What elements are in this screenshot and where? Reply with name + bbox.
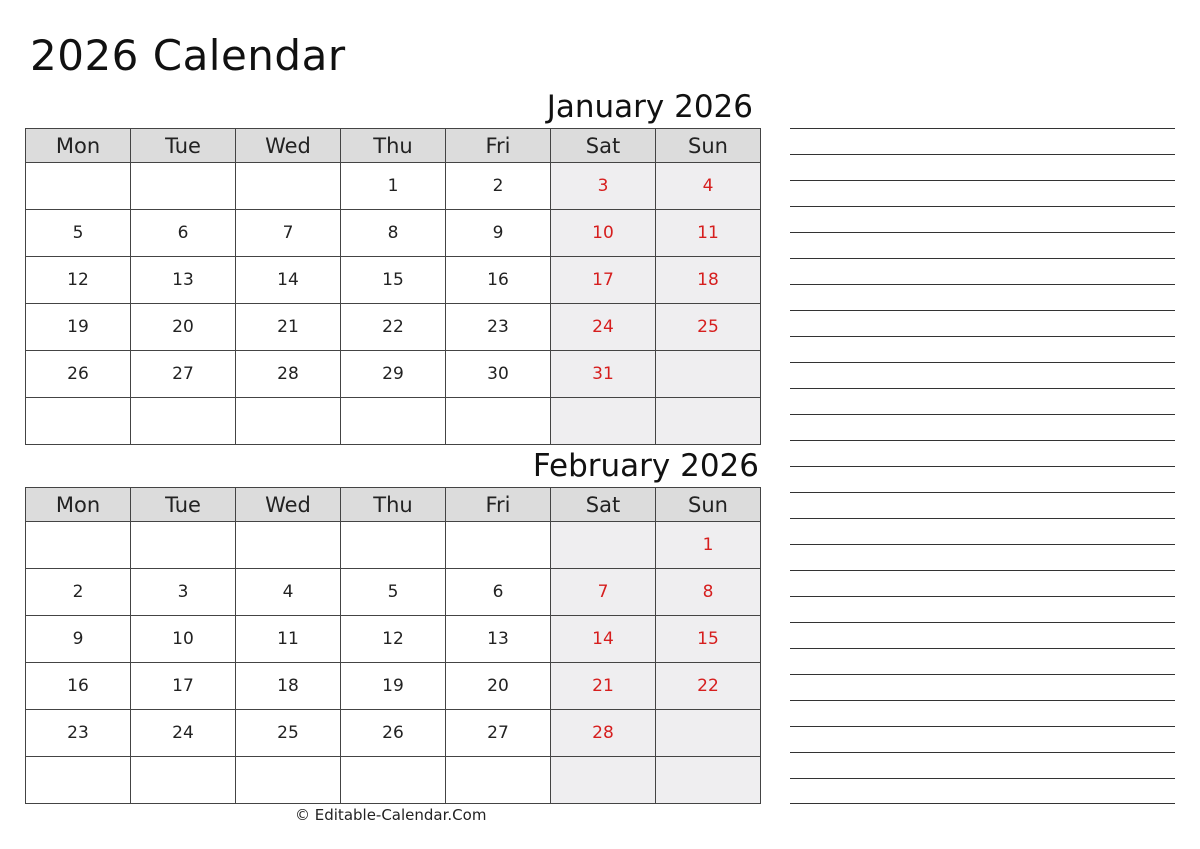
month-title: January 2026 [546,89,753,125]
day-cell: 3 [131,569,236,616]
note-line [790,648,1175,674]
day-cell: 7 [236,210,341,257]
day-cell [236,398,341,445]
note-line [790,206,1175,232]
weekday-header: Sat [551,129,656,163]
day-cell: 12 [26,257,131,304]
day-cell: 9 [26,616,131,663]
weekend-day-cell [551,522,656,569]
day-cell: 11 [236,616,341,663]
weekend-day-cell: 3 [551,163,656,210]
day-cell [341,522,446,569]
week-row [26,710,761,757]
weekend-day-cell [551,398,656,445]
day-cell: 13 [446,616,551,663]
day-cell: 16 [446,257,551,304]
note-line [790,284,1175,310]
day-cell: 18 [236,663,341,710]
weekday-header-row [26,488,761,522]
note-line [790,388,1175,414]
note-line [790,726,1175,752]
note-line [790,180,1175,206]
day-cell: 28 [236,351,341,398]
copyright-text: © Editable-Calendar.Com [295,806,487,824]
page-title: 2026 Calendar [30,31,346,80]
weekend-day-cell [656,351,761,398]
day-cell [26,163,131,210]
day-cell: 9 [446,210,551,257]
week-row [26,522,761,569]
weekend-day-cell: 28 [551,710,656,757]
week-row [26,616,761,663]
weekend-day-cell: 17 [551,257,656,304]
day-cell: 5 [341,569,446,616]
note-line [790,622,1175,648]
note-line [790,232,1175,258]
week-row [26,163,761,210]
note-line [790,674,1175,700]
calendar-body [26,522,761,804]
day-cell [446,522,551,569]
weekend-day-cell: 1 [656,522,761,569]
day-cell: 27 [446,710,551,757]
week-row [26,304,761,351]
weekend-day-cell: 10 [551,210,656,257]
day-cell [446,757,551,804]
day-cell: 30 [446,351,551,398]
day-cell: 17 [131,663,236,710]
day-cell: 19 [341,663,446,710]
day-cell: 23 [26,710,131,757]
note-line [790,154,1175,180]
weekend-day-cell [656,710,761,757]
calendar-table [25,128,761,445]
week-row [26,757,761,804]
weekend-day-cell [656,757,761,804]
weekend-day-cell: 15 [656,616,761,663]
day-cell [236,163,341,210]
weekend-day-cell: 18 [656,257,761,304]
day-cell [131,398,236,445]
day-cell: 19 [26,304,131,351]
note-line [790,310,1175,336]
week-row [26,257,761,304]
weekend-day-cell: 24 [551,304,656,351]
week-row [26,663,761,710]
day-cell: 26 [26,351,131,398]
note-line [790,336,1175,362]
weekday-header: Mon [26,488,131,522]
weekend-day-cell [551,757,656,804]
weekday-header: Fri [446,129,551,163]
week-row [26,398,761,445]
day-cell: 2 [26,569,131,616]
note-line [790,544,1175,570]
week-row [26,569,761,616]
weekend-day-cell: 31 [551,351,656,398]
note-line [790,752,1175,778]
day-cell [26,522,131,569]
day-cell [26,757,131,804]
weekend-day-cell: 4 [656,163,761,210]
day-cell: 5 [26,210,131,257]
note-line [790,258,1175,284]
note-line [790,492,1175,518]
day-cell: 10 [131,616,236,663]
day-cell [446,398,551,445]
day-cell: 20 [446,663,551,710]
day-cell: 27 [131,351,236,398]
month-title: February 2026 [532,448,759,484]
notes-lines [790,128,1175,804]
weekday-header: Sun [656,129,761,163]
note-line [790,466,1175,492]
weekday-header: Thu [341,488,446,522]
weekday-header: Tue [131,129,236,163]
week-row [26,210,761,257]
day-cell: 6 [446,569,551,616]
weekend-day-cell [656,398,761,445]
day-cell: 23 [446,304,551,351]
day-cell [341,398,446,445]
day-cell [341,757,446,804]
note-line [790,570,1175,596]
day-cell [131,757,236,804]
day-cell: 26 [341,710,446,757]
day-cell: 4 [236,569,341,616]
note-line [790,128,1175,154]
calendar-table [25,487,761,804]
weekday-header: Sat [551,488,656,522]
day-cell: 12 [341,616,446,663]
day-cell [236,522,341,569]
day-cell: 20 [131,304,236,351]
weekend-day-cell: 22 [656,663,761,710]
note-line [790,518,1175,544]
day-cell [236,757,341,804]
week-row [26,351,761,398]
weekday-header: Wed [236,129,341,163]
weekday-header: Sun [656,488,761,522]
day-cell: 13 [131,257,236,304]
note-line [790,362,1175,388]
day-cell: 29 [341,351,446,398]
weekday-header: Tue [131,488,236,522]
weekday-header: Fri [446,488,551,522]
note-line [790,596,1175,622]
day-cell: 2 [446,163,551,210]
day-cell: 15 [341,257,446,304]
day-cell: 24 [131,710,236,757]
weekend-day-cell: 25 [656,304,761,351]
day-cell [131,163,236,210]
day-cell [131,522,236,569]
weekend-day-cell: 21 [551,663,656,710]
weekend-day-cell: 8 [656,569,761,616]
day-cell: 8 [341,210,446,257]
note-line [790,778,1175,804]
day-cell: 22 [341,304,446,351]
note-line [790,414,1175,440]
weekend-day-cell: 11 [656,210,761,257]
day-cell: 16 [26,663,131,710]
day-cell: 1 [341,163,446,210]
calendar-body [26,163,761,445]
weekday-header: Wed [236,488,341,522]
weekend-day-cell: 7 [551,569,656,616]
day-cell: 6 [131,210,236,257]
day-cell: 25 [236,710,341,757]
day-cell: 14 [236,257,341,304]
day-cell: 21 [236,304,341,351]
weekend-day-cell: 14 [551,616,656,663]
weekday-header-row [26,129,761,163]
weekday-header: Mon [26,129,131,163]
day-cell [26,398,131,445]
note-line [790,440,1175,466]
weekday-header: Thu [341,129,446,163]
note-line [790,700,1175,726]
